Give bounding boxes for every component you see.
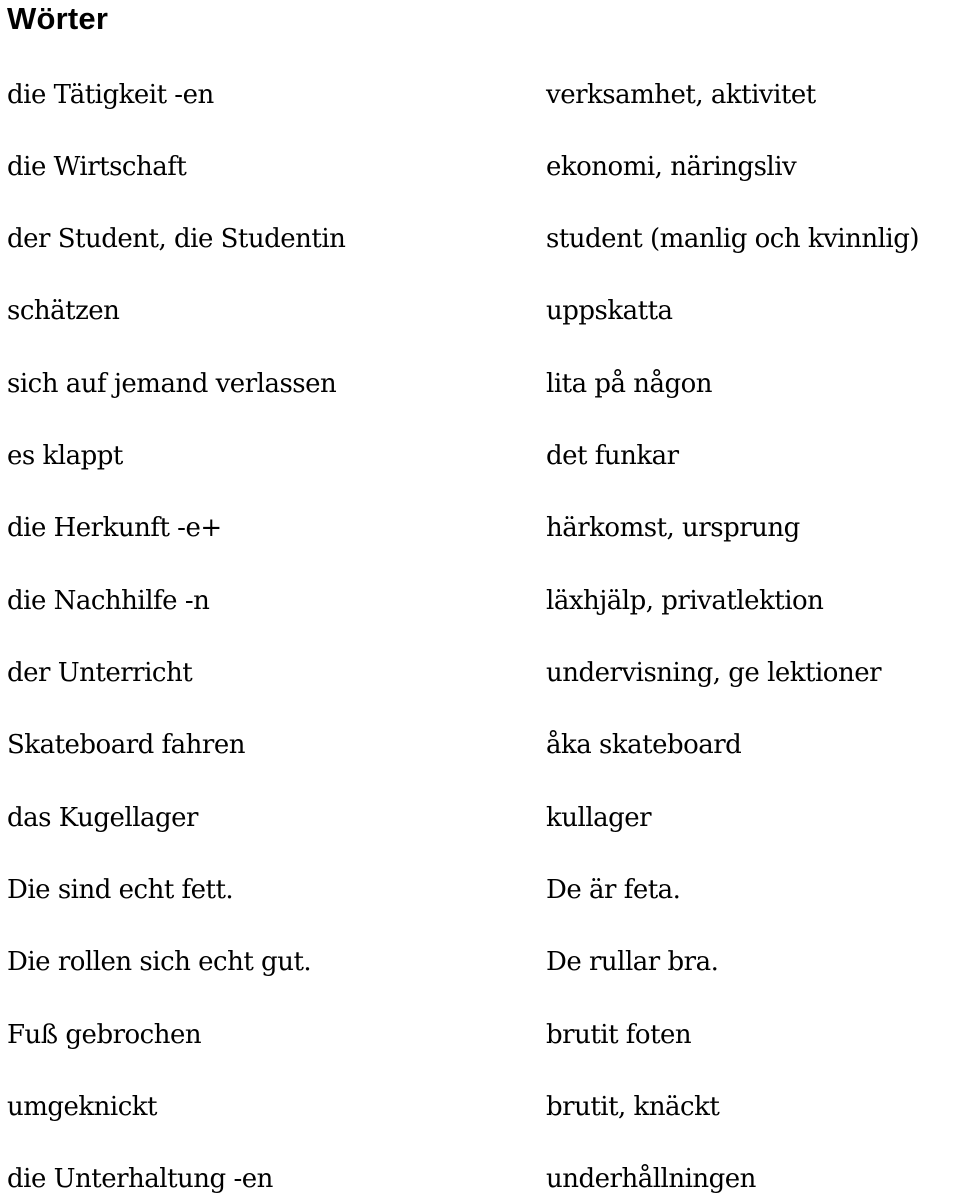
vocabulary-row: [0, 651, 960, 695]
vocabulary-row: [0, 73, 960, 117]
swedish-translation: härkomst, ursprung: [546, 513, 800, 543]
german-term: sich auf jemand verlassen: [7, 369, 337, 399]
vocabulary-row: [0, 868, 960, 912]
german-term: die Wirtschaft: [7, 152, 187, 182]
vocabulary-row: [0, 434, 960, 478]
vocabulary-row: [0, 1085, 960, 1129]
swedish-translation: underhållningen: [546, 1164, 756, 1194]
vocabulary-row: [0, 362, 960, 406]
german-term: der Student, die Studentin: [7, 224, 346, 254]
vocabulary-row: [0, 1013, 960, 1057]
vocabulary-row: [0, 723, 960, 767]
vocabulary-row: [0, 579, 960, 623]
swedish-translation: åka skateboard: [546, 730, 742, 760]
german-term: der Unterricht: [7, 658, 193, 688]
swedish-translation: kullager: [546, 803, 652, 833]
vocabulary-row: [0, 796, 960, 840]
vocabulary-row: [0, 1157, 960, 1201]
german-term: die Nachhilfe -n: [7, 586, 210, 616]
swedish-translation: De rullar bra.: [546, 947, 719, 977]
german-term: die Unterhaltung -en: [7, 1164, 273, 1194]
german-term: es klappt: [7, 441, 123, 471]
swedish-translation: verksamhet, aktivitet: [546, 80, 816, 110]
german-term: Die rollen sich echt gut.: [7, 947, 312, 977]
vocabulary-row: [0, 217, 960, 261]
vocabulary-row: [0, 289, 960, 333]
german-term: Fuß gebrochen: [7, 1020, 202, 1050]
vocabulary-row: [0, 506, 960, 550]
german-term: Die sind echt fett.: [7, 875, 234, 905]
swedish-translation: det funkar: [546, 441, 679, 471]
swedish-translation: läxhjälp, privatlektion: [546, 586, 824, 616]
swedish-translation: brutit, knäckt: [546, 1092, 720, 1122]
german-term: die Tätigkeit -en: [7, 80, 214, 110]
swedish-translation: ekonomi, näringsliv: [546, 152, 797, 182]
german-term: die Herkunft -e+: [7, 513, 222, 543]
page-title: Wörter: [7, 1, 109, 36]
german-term: Skateboard fahren: [7, 730, 245, 760]
swedish-translation: undervisning, ge lektioner: [546, 658, 882, 688]
swedish-translation: student (manlig och kvinnlig): [546, 224, 919, 254]
swedish-translation: brutit foten: [546, 1020, 692, 1050]
swedish-translation: uppskatta: [546, 296, 673, 326]
german-term: schätzen: [7, 296, 120, 326]
vocabulary-row: [0, 940, 960, 984]
swedish-translation: lita på någon: [546, 369, 713, 399]
vocabulary-row: [0, 145, 960, 189]
german-term: das Kugellager: [7, 803, 198, 833]
swedish-translation: De är feta.: [546, 875, 681, 905]
german-term: umgeknickt: [7, 1092, 158, 1122]
